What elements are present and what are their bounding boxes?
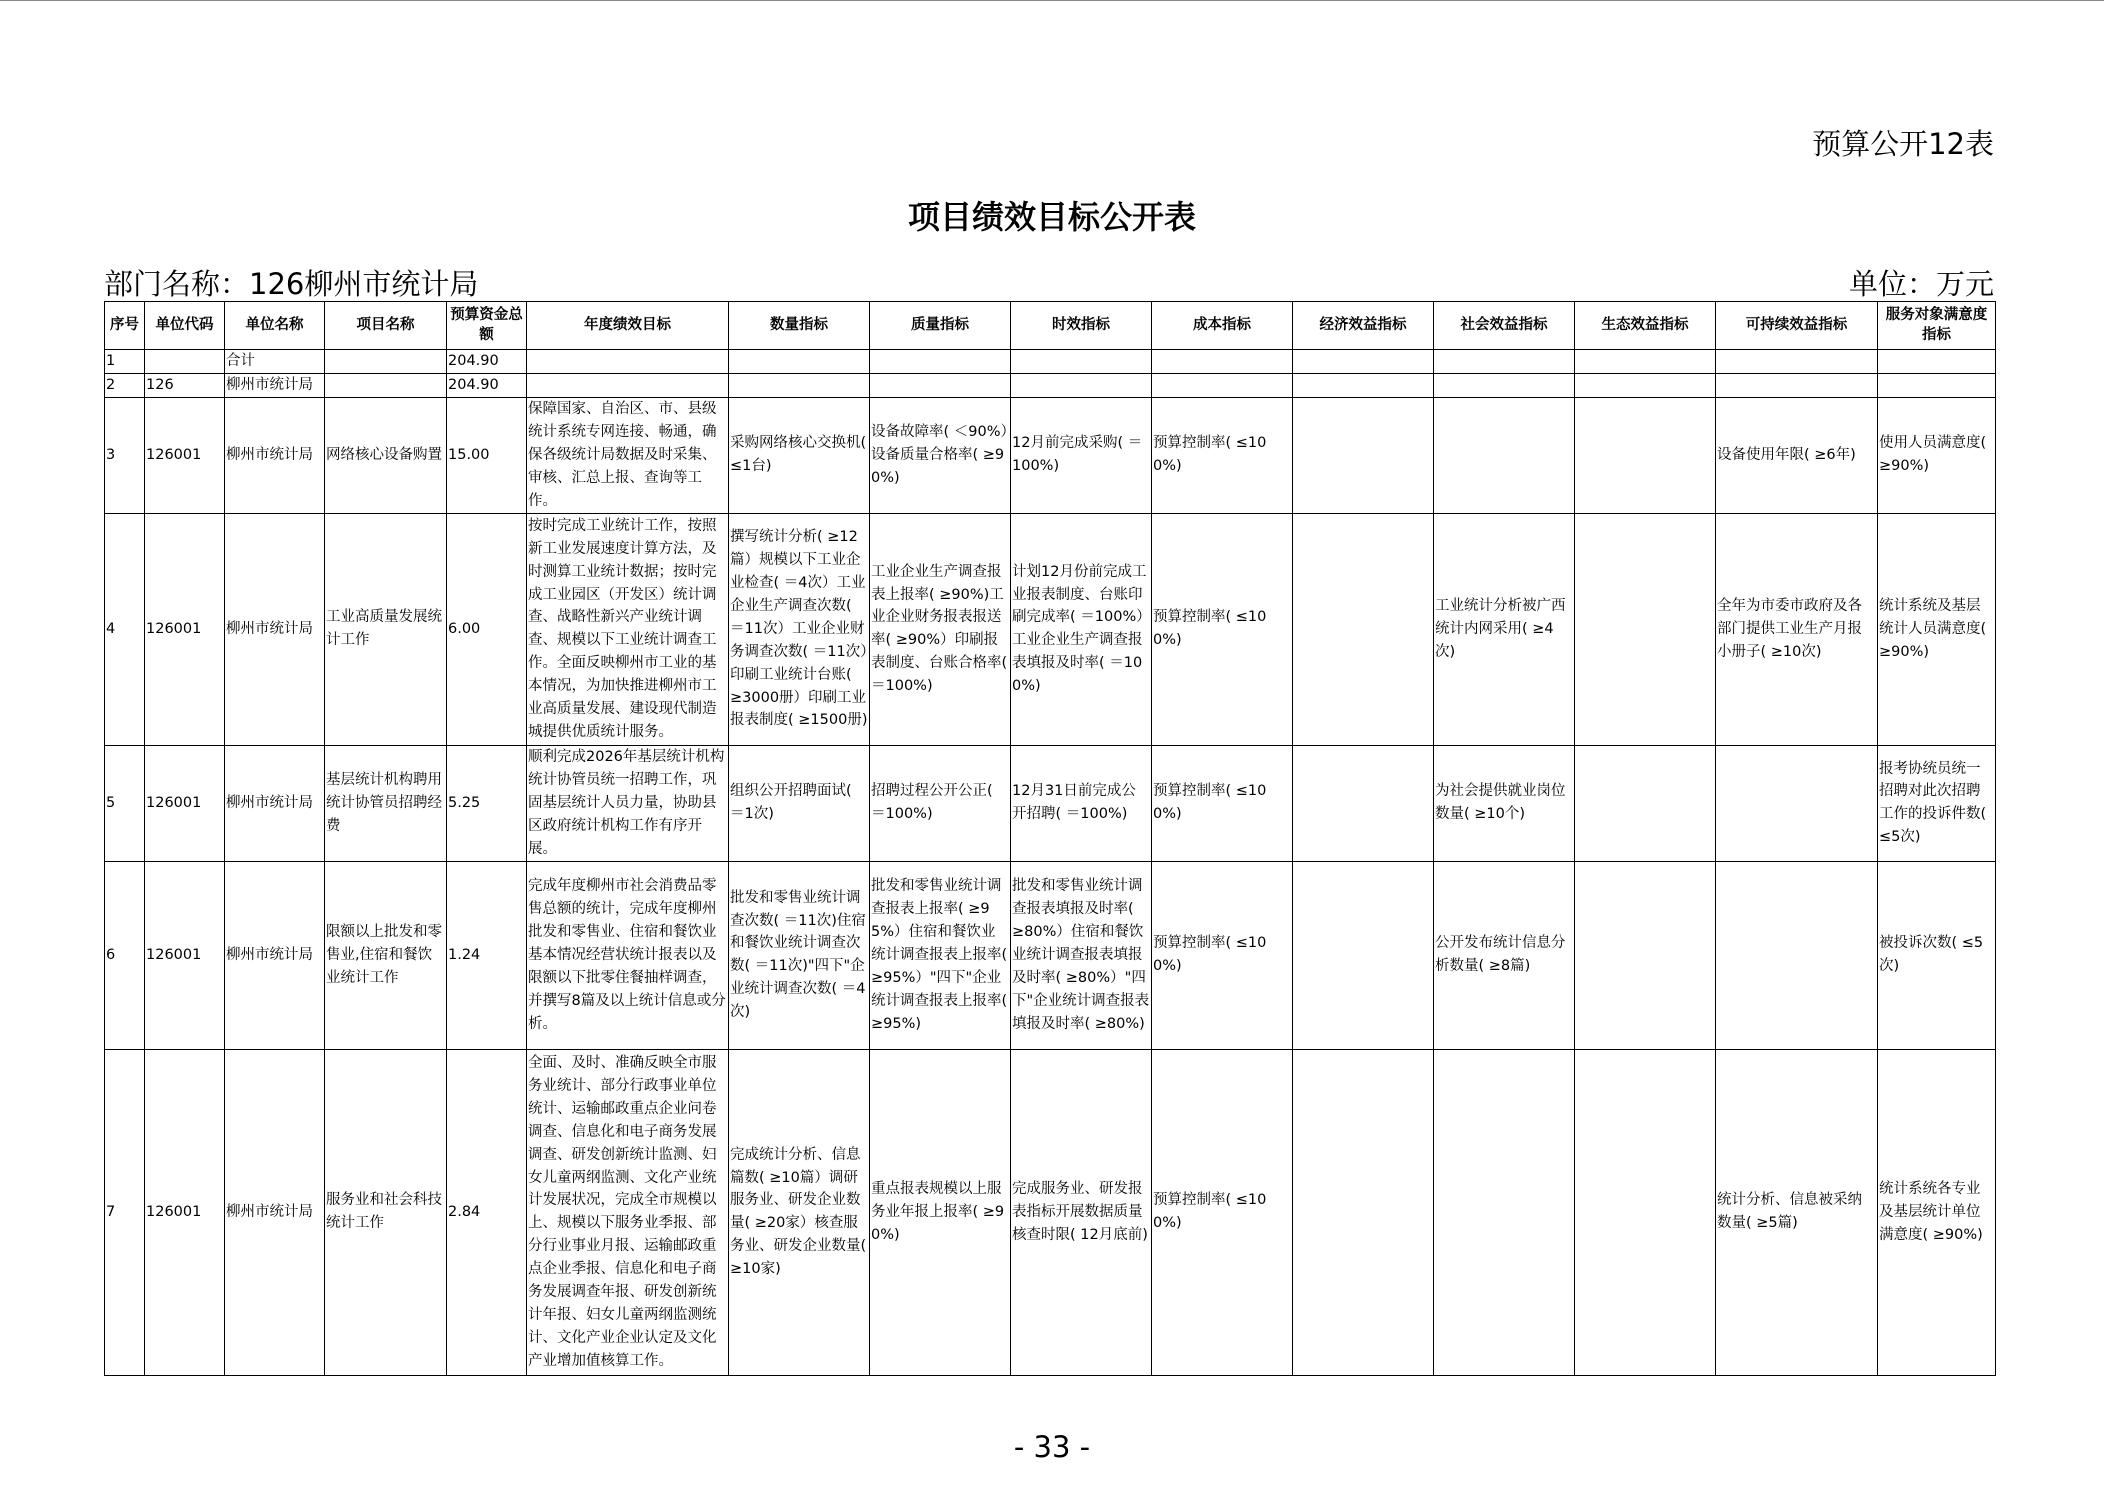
table-cell: 设备故障率( ＜90%）设备质量合格率( ≥90%) <box>870 397 1011 513</box>
table-cell <box>1716 861 1878 1049</box>
table-cell: 限额以上批发和零售业,住宿和餐饮业统计工作 <box>325 861 447 1049</box>
table-cell: 完成年度柳州市社会消费品零售总额的统计，完成年度柳州批发和零售业、住宿和餐饮业基本情况经营状统计报表以及限额以下批零住餐抽样调查，并撰写8篇及以上统计信息或分析。 <box>527 861 729 1049</box>
performance-goals-table <box>104 301 1996 1376</box>
table-cell: 按时完成工业统计工作，按照新工业发展速度计算方法，及时测算工业统计数据；按时完成工业园区（开发区）统计调查、战略性新兴产业统计调查、规模以下工业统计调查工作。全面反映柳州市工业的基本情况，为加快推进柳州市工业高质量发展、建设现代制造城提供优质统计服务。 <box>527 513 729 745</box>
table-row <box>105 513 1996 745</box>
table-cell: 1.24 <box>447 861 527 1049</box>
table-cell: 顺利完成2026年基层统计机构统计协管员统一招聘工作，巩固基层统计人员力量，协助县区政府统计机构工作有序开展。 <box>527 745 729 861</box>
table-cell: 预算控制率( ≤100%) <box>1152 513 1293 745</box>
table-cell <box>1575 350 1716 374</box>
table-cell: 重点报表规模以上服务业年报上报率( ≥90%) <box>870 1049 1011 1375</box>
table-cell: 204.90 <box>447 350 527 374</box>
column-header: 预算资金总额 <box>447 302 527 350</box>
form-number: 预算公开12表 <box>1812 127 1994 161</box>
table-cell: 服务业和社会科技统计工作 <box>325 1049 447 1375</box>
table-cell: 预算控制率( ≤100%) <box>1152 745 1293 861</box>
table-cell: 204.90 <box>447 373 527 397</box>
table-cell <box>1293 1049 1434 1375</box>
table-cell: 批发和零售业统计调查次数( ＝11次)住宿和餐饮业统计调查次数( ＝11次)"四下"企业统计调查次数( ＝4次) <box>729 861 870 1049</box>
table-row <box>105 745 1996 861</box>
column-header: 单位代码 <box>145 302 225 350</box>
table-cell: 批发和零售业统计调查报表填报及时率( ≥80%）住宿和餐饮业统计调查报表填报及时率( ≥80%）"四下"企业统计调查报表填报及时率( ≥80%) <box>1011 861 1152 1049</box>
table-cell <box>870 373 1011 397</box>
table-cell: 柳州市统计局 <box>225 397 325 513</box>
table-cell <box>1434 397 1575 513</box>
table-row <box>105 1049 1996 1375</box>
table-cell <box>1575 745 1716 861</box>
table-row <box>105 350 1996 374</box>
table-cell: 126001 <box>145 861 225 1049</box>
table-cell: 柳州市统计局 <box>225 513 325 745</box>
table-cell: 招聘过程公开公正( ＝100%) <box>870 745 1011 861</box>
table-cell <box>145 350 225 374</box>
table-cell: 统计系统各专业及基层统计单位满意度( ≥90%) <box>1878 1049 1996 1375</box>
table-cell: 126001 <box>145 513 225 745</box>
table-cell <box>1293 861 1434 1049</box>
table-cell <box>1878 373 1996 397</box>
table-cell: 被投诉次数( ≤5次) <box>1878 861 1996 1049</box>
table-cell: 15.00 <box>447 397 527 513</box>
table-cell: 基层统计机构聘用统计协管员招聘经费 <box>325 745 447 861</box>
table-cell: 为社会提供就业岗位数量( ≥10个) <box>1434 745 1575 861</box>
table-cell: 12月31日前完成公开招聘( ＝100%) <box>1011 745 1152 861</box>
column-header: 单位名称 <box>225 302 325 350</box>
column-header: 项目名称 <box>325 302 447 350</box>
table-cell: 报考协统员统一招聘对此次招聘工作的投诉件数( ≤5次) <box>1878 745 1996 861</box>
top-border-line <box>0 0 2104 1</box>
table-cell <box>1575 373 1716 397</box>
table-cell: 全面、及时、准确反映全市服务业统计、部分行政事业单位统计、运输邮政重点企业问卷调查、信息化和电子商务发展调查、研发创新统计监测、妇女儿童两纲监测、文化产业统计发展状况，完成全市规模以上、规模以下服务业季报、部分行业事业月报、运输邮政重点企业季报、信息化和电子商务发展调查年报、研发创新统计年报、妇女儿童两纲监测统计、文化产业企业认定及文化产业增加值核算工作。 <box>527 1049 729 1375</box>
table-cell: 5 <box>105 745 145 861</box>
table-cell: 126001 <box>145 1049 225 1375</box>
page-number: - 33 - <box>1013 1430 1091 1464</box>
table-cell: 工业高质量发展统计工作 <box>325 513 447 745</box>
column-header: 序号 <box>105 302 145 350</box>
table-cell: 计划12月份前完成工业报表制度、台账印刷完成率( ＝100%）工业企业生产调查报表填报及时率( ＝100%) <box>1011 513 1152 745</box>
table-cell <box>1152 350 1293 374</box>
table-cell: 6.00 <box>447 513 527 745</box>
table-cell: 柳州市统计局 <box>225 373 325 397</box>
table-cell <box>1716 350 1878 374</box>
table-cell <box>1293 397 1434 513</box>
table-row <box>105 373 1996 397</box>
table-cell: 预算控制率( ≤100%) <box>1152 861 1293 1049</box>
column-header: 年度绩效目标 <box>527 302 729 350</box>
table-cell: 6 <box>105 861 145 1049</box>
table-cell <box>325 373 447 397</box>
table-cell: 统计系统及基层统计人员满意度( ≥90%) <box>1878 513 1996 745</box>
column-header: 服务对象满意度指标 <box>1878 302 1996 350</box>
table-cell: 预算控制率( ≤100%) <box>1152 397 1293 513</box>
table-cell <box>1575 861 1716 1049</box>
column-header: 经济效益指标 <box>1293 302 1434 350</box>
table-cell <box>1716 373 1878 397</box>
table-row <box>105 397 1996 513</box>
table-cell: 工业企业生产调查报表上报率( ≥90%)工业企业财务报表报送率( ≥90%）印刷报表制度、台账合格率( ＝100%) <box>870 513 1011 745</box>
table-cell <box>1878 350 1996 374</box>
table-cell: 公开发布统计信息分析数量( ≥8篇) <box>1434 861 1575 1049</box>
table-cell: 组织公开招聘面试( ＝1次) <box>729 745 870 861</box>
table-cell: 柳州市统计局 <box>225 745 325 861</box>
table-cell: 保障国家、自治区、市、县级统计系统专网连接、畅通，确保各级统计局数据及时采集、审核、汇总上报、查询等工作。 <box>527 397 729 513</box>
table-cell <box>1575 1049 1716 1375</box>
column-header: 可持续效益指标 <box>1716 302 1878 350</box>
table-cell: 批发和零售业统计调查报表上报率( ≥95%）住宿和餐饮业统计调查报表上报率( ≥95%）"四下"企业统计调查报表上报率( ≥95%) <box>870 861 1011 1049</box>
table-cell: 合计 <box>225 350 325 374</box>
table-cell <box>1575 397 1716 513</box>
table-cell: 预算控制率( ≤100%) <box>1152 1049 1293 1375</box>
table-cell: 统计分析、信息被采纳数量( ≥5篇) <box>1716 1049 1878 1375</box>
table-cell: 完成服务业、研发报表指标开展数据质量核查时限( 12月底前) <box>1011 1049 1152 1375</box>
table-cell: 5.25 <box>447 745 527 861</box>
page-title: 项目绩效目标公开表 <box>907 198 1196 236</box>
table-cell: 采购网络核心交换机( ≤1台) <box>729 397 870 513</box>
table-cell: 126 <box>145 373 225 397</box>
table-header-row <box>105 302 1996 350</box>
table-cell <box>1011 373 1152 397</box>
table-row <box>105 861 1996 1049</box>
column-header: 数量指标 <box>729 302 870 350</box>
column-header: 质量指标 <box>870 302 1011 350</box>
table-cell <box>1152 373 1293 397</box>
column-header: 成本指标 <box>1152 302 1293 350</box>
table-cell <box>1434 373 1575 397</box>
column-header: 时效指标 <box>1011 302 1152 350</box>
table-cell <box>1293 513 1434 745</box>
table-cell <box>870 350 1011 374</box>
table-cell <box>527 373 729 397</box>
table-cell: 126001 <box>145 745 225 861</box>
table-cell: 柳州市统计局 <box>225 1049 325 1375</box>
table-cell <box>1293 350 1434 374</box>
column-header: 生态效益指标 <box>1575 302 1716 350</box>
table-cell: 工业统计分析被广西统计内网采用( ≥4次) <box>1434 513 1575 745</box>
table-cell <box>1293 745 1434 861</box>
table-cell <box>325 350 447 374</box>
table-cell: 126001 <box>145 397 225 513</box>
table-cell: 2 <box>105 373 145 397</box>
table-cell: 柳州市统计局 <box>225 861 325 1049</box>
table-cell: 12月前完成采购( ＝100%) <box>1011 397 1152 513</box>
table-cell: 全年为市委市政府及各部门提供工业生产月报小册子( ≥10次) <box>1716 513 1878 745</box>
table-cell <box>729 350 870 374</box>
table-cell <box>729 373 870 397</box>
table-cell: 使用人员满意度( ≥90%) <box>1878 397 1996 513</box>
department-name: 部门名称：126柳州市统计局 <box>104 267 479 301</box>
currency-unit: 单位：万元 <box>1848 267 1994 301</box>
table-cell: 1 <box>105 350 145 374</box>
column-header: 社会效益指标 <box>1434 302 1575 350</box>
table-cell <box>1434 1049 1575 1375</box>
table-cell: 撰写统计分析( ≥12篇）规模以下工业企业检查( ＝4次）工业企业生产调查次数( ＝11次）工业企业财务调查次数( ＝11次）印刷工业统计台账( ≥3000册）印刷工业报表制度( ≥1500册) <box>729 513 870 745</box>
table-cell: 2.84 <box>447 1049 527 1375</box>
table-cell: 3 <box>105 397 145 513</box>
table-cell: 7 <box>105 1049 145 1375</box>
table-cell <box>1434 350 1575 374</box>
table-cell <box>1716 745 1878 861</box>
table-cell <box>1293 373 1434 397</box>
table-cell: 网络核心设备购置 <box>325 397 447 513</box>
table-cell <box>1011 350 1152 374</box>
table-cell <box>1575 513 1716 745</box>
table-cell: 完成统计分析、信息篇数( ≥10篇）调研服务业、研发企业数量( ≥20家）核查服务业、研发企业数量( ≥10家) <box>729 1049 870 1375</box>
table-cell: 4 <box>105 513 145 745</box>
table-cell <box>527 350 729 374</box>
table-cell: 设备使用年限( ≥6年) <box>1716 397 1878 513</box>
